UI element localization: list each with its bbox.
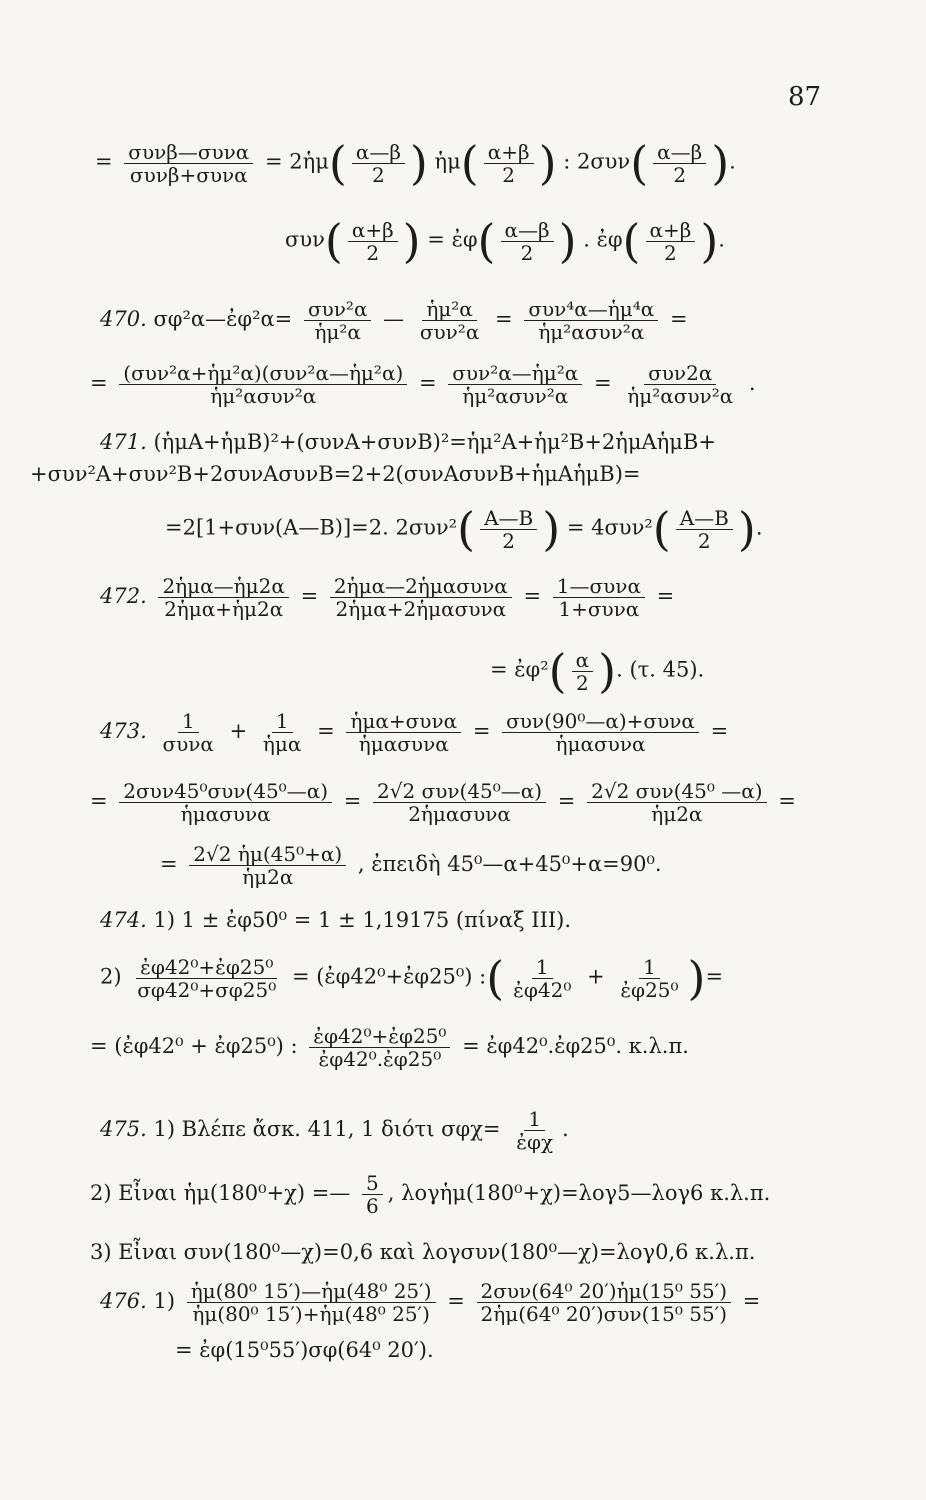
paren: ( [477,214,496,268]
denominator: 2 [664,240,677,265]
denominator: ἡμασυνα [555,732,646,756]
numerator: 1 [532,956,553,979]
fraction [119,780,332,825]
eq-sign: = [418,371,437,395]
denominator: 2 [502,162,516,187]
fraction [477,1280,732,1325]
punct: . [562,1117,569,1141]
denominator: ἡμ2α [651,802,703,826]
denominator: 2 [502,528,515,553]
denominator: ἐφ42⁰ [513,977,572,1002]
fraction [330,575,512,620]
denominator: ἡμ(80⁰ 15′)+ἡμ(48⁰ 25′) [192,1302,430,1326]
expr-text: . (τ. 45). [616,657,705,682]
paren: ( [457,502,476,556]
fraction [259,710,306,755]
denominator: ἡμασυνα [358,732,449,756]
fraction [304,298,372,343]
eq-sign: = [447,1289,465,1313]
expr-text: = (ἐφ42⁰ + ἐφ25⁰) : [90,1034,298,1058]
paren: ) [542,502,561,556]
paren: ) [598,644,617,698]
punct: . [729,149,736,174]
exercise-471-line-3 [165,502,763,556]
fraction [653,141,706,186]
eq-sign: = [705,964,724,989]
numerator: α—β [653,141,706,164]
operator: — [383,307,405,331]
numerator: ἡμα+συνα [346,710,461,733]
numerator: 2√2 συν(45⁰—α) [373,780,546,803]
numerator: ἡμ(80⁰ 15′)—ἡμ(48⁰ 25′) [187,1280,436,1303]
paren: ( [486,951,505,1005]
exercise-471-line-2 [30,462,641,486]
item-label: 2) [100,964,122,989]
eq-sign: = [523,584,542,608]
fraction [373,780,546,825]
numerator: 5 [362,1172,383,1195]
numerator: α+β [484,141,534,164]
expr-text: : 2συν [563,149,631,174]
exercise-475-line-2 [90,1172,770,1217]
fraction [646,219,696,264]
paren: ( [548,644,567,698]
exercise-470-line-1 [100,298,688,343]
denominator: συν²α [419,320,480,344]
fraction [124,141,253,186]
numerator: 1 [272,710,293,733]
fraction [348,219,398,264]
expr-text: = 4συν² [566,515,653,540]
exercise-472-line-1 [100,575,674,620]
paren: ) [687,951,706,1005]
eq-sign: = [557,789,576,813]
fraction [553,575,645,620]
paren: ) [409,136,428,190]
eq-line [285,214,725,268]
expr-text: = ἐφ² [490,657,549,682]
operator: + [587,964,605,989]
eq-sign: = [90,371,108,395]
expr-text: = (ἐφ42⁰+ἐφ25⁰) : [291,964,487,989]
eq-sign: = [593,371,612,395]
exercise-number: 474. [100,908,147,932]
denominator: 6 [366,1194,379,1218]
fraction [484,141,534,186]
fraction [509,956,575,1001]
fraction [480,507,537,552]
eq-sign: = [317,719,335,743]
denominator: ἡμασυνα [180,802,271,826]
expr-text: . ἐφ [583,227,623,252]
numerator: α [572,649,594,672]
denominator: ἡμ²ασυν²α [462,384,569,408]
eq-sign: = [300,584,319,608]
numerator: 1 [524,1108,545,1131]
fraction [572,649,594,694]
eq-sign: = [742,1289,761,1313]
eq-sign: = [670,307,688,331]
fraction [623,362,737,407]
exercise-476-line-1 [100,1280,760,1325]
fraction [501,219,554,264]
numerator: A—B [676,507,733,530]
paren: ) [538,136,557,190]
denominator: ἡμ²ασυν²α [210,384,317,408]
eq-sign: = [472,719,491,743]
fraction [352,141,405,186]
eq-sign: = [656,584,675,608]
eq-sign: = [495,307,513,331]
expr-text: , λογἡμ(180⁰+χ)=λογ5—λογ6 κ.λ.π. [387,1181,771,1205]
paren: ( [622,214,641,268]
paren: ( [328,136,347,190]
denominator: συνβ+συνα [129,162,248,187]
numerator: 2√2 συν(45⁰ —α) [587,780,766,803]
expr-text: =2[1+συν(A—B)]=2. 2συν² [165,515,458,540]
numerator: 1 [178,710,199,733]
numerator: 2συν45⁰συν(45⁰—α) [119,780,332,803]
exercise-number: 475. [100,1117,147,1141]
fraction [587,780,766,825]
punct: . [748,371,756,395]
denominator: 2 [673,162,687,187]
fraction [158,710,217,755]
expr-text: ἡμ [434,149,461,174]
expr-text: +συν²A+συν²B+2συνAσυνB=2+2(συνAσυνB+ἡμAἡμB)= [30,462,641,486]
exercise-471-line-1 [100,430,716,454]
eq-sign: = [90,789,108,813]
fraction [189,843,346,888]
numerator: συν²α—ἡμ²α [448,362,582,385]
fraction [524,298,658,343]
numerator: α+β [348,219,398,242]
eq-line [95,136,736,190]
fraction [133,956,280,1001]
paren: ( [460,136,479,190]
denominator: 2 [366,240,380,265]
denominator: 2 [372,162,385,187]
exercise-476-line-2 [175,1338,434,1362]
denominator: ἡμ²α [314,320,361,344]
eq-sign: = [95,149,113,174]
fraction [187,1280,436,1325]
numerator: 2ἡμα—2ἡμασυνα [330,575,512,598]
eq-sign: = [710,719,729,743]
numerator: α+β [646,219,696,242]
denominator: ἡμ2α [242,865,294,889]
fraction [448,362,582,407]
denominator: 2 [520,240,534,265]
denominator: ἡμ²ασυν²α [627,384,734,408]
exercise-number: 470. [100,307,147,331]
exercise-number: 476. [100,1289,147,1313]
page-number: 87 [788,82,822,112]
exercise-472-line-2 [490,644,705,698]
paren: ) [737,502,756,556]
expr-text: = ἐφ [427,227,478,252]
denominator: 1+συνα [558,597,640,621]
denominator: 2ἡμα+2ἡμασυνα [335,597,507,621]
paren: ) [700,214,719,268]
exercise-473-line-3 [160,843,662,888]
numerator: 1 [639,956,660,979]
eq-sign: = [160,852,178,876]
numerator: α—β [501,219,554,242]
numerator: συν²α [304,298,372,321]
paren: ) [558,214,577,268]
exercise-470-line-2 [90,362,756,407]
fraction [616,956,682,1001]
exercise-475-line-3 [90,1240,755,1264]
fraction [512,1108,557,1153]
punct: . [755,515,763,540]
numerator: (συν²α+ἡμ²α)(συν²α—ἡμ²α) [119,362,407,385]
exercise-473-line-1 [100,710,728,755]
fraction [676,507,733,552]
denominator: 2 [576,670,589,695]
fraction [502,710,699,755]
numerator: α—β [352,141,405,164]
exercise-number: 471. [100,430,147,454]
denominator: ἡμ²ασυν²α [538,320,645,344]
paren: ( [652,502,671,556]
expr-text: 3) Εἶναι συν(180⁰—χ)=0,6 καὶ λογσυν(180⁰—χ)=λογ0,6 κ.λ.π. [90,1240,756,1264]
numerator: ἐφ42⁰+ἐφ25⁰ [136,956,277,979]
fraction [158,575,288,620]
expr-text: 2) Εἶναι ἡμ(180⁰+χ) =— [90,1181,351,1205]
numerator: 2√2 ἡμ(45⁰+α) [189,843,346,866]
fraction [309,1025,450,1070]
eq-sign: = [343,789,362,813]
exercise-number: 473. [100,719,147,743]
denominator: ἡμα [262,732,302,756]
exercise-473-line-2 [90,780,796,825]
exercise-474-line-3 [90,1025,689,1070]
expr-text: = 2ἡμ [265,149,329,174]
paren: ) [711,136,730,190]
exercise-number: 472. [100,584,147,608]
expr-text: 1) 1 ± ἐφ50⁰ = 1 ± 1,19175 (πίναξ III). [153,908,572,932]
fraction [362,1172,383,1217]
denominator: συνα [162,732,214,756]
denominator: σφ42⁰+σφ25⁰ [137,977,277,1002]
numerator: συν⁴α—ἡμ⁴α [524,298,658,321]
denominator: ἐφχ [516,1130,554,1154]
fraction [119,362,407,407]
fraction [416,298,484,343]
exercise-474-line-2 [100,951,724,1005]
denominator: ἐφ25⁰ [620,977,679,1002]
eq-sign: = [778,789,796,813]
denominator: 2ἡμ(64⁰ 20′)συν(15⁰ 55′) [480,1302,728,1326]
exercise-474-line-1 [100,908,571,932]
paren: ( [324,214,343,268]
paren: ( [630,136,649,190]
denominator: 2 [697,528,711,553]
paren: ) [402,214,421,268]
expr-text: (ἡμA+ἡμB)²+(συνA+συνB)²=ἡμ²A+ἡμ²B+2ἡμAἡμB+ [153,430,716,454]
denominator: 2ἡμασυνα [408,802,511,826]
denominator: ἐφ42⁰.ἐφ25⁰ [318,1047,442,1071]
punct: . [718,227,725,252]
exercise-475-line-1 [100,1108,569,1153]
expr-text: σφ²α—ἐφ²α= [153,307,293,331]
expr-text: συν [285,227,325,252]
fraction [346,710,461,755]
numerator: A—B [480,507,537,530]
item-label: 1) [153,1289,176,1313]
numerator: συν2α [644,362,716,385]
numerator: συνβ—συνα [124,141,253,164]
expr-text: 1) Βλέπε ἄσκ. 411, 1 διότι σφχ= [153,1117,501,1141]
numerator: συν(90⁰—α)+συνα [502,710,699,733]
expr-text: = ἐφ42⁰.ἐφ25⁰. κ.λ.π. [462,1034,689,1058]
numerator: ἡμ²α [422,298,477,321]
denominator: 2ἡμα+ἡμ2α [164,597,284,621]
numerator: 1—συνα [553,575,645,598]
operator: + [229,719,248,743]
numerator: 2συν(64⁰ 20′)ἡμ(15⁰ 55′) [477,1280,732,1303]
numerator: 2ἡμα—ἡμ2α [158,575,288,598]
numerator: ἐφ42⁰+ἐφ25⁰ [309,1025,450,1048]
expr-text: = ἐφ(15⁰55′)σφ(64⁰ 20′). [175,1338,434,1362]
expr-text: , ἐπειδὴ 45⁰—α+45⁰+α=90⁰. [357,852,662,876]
